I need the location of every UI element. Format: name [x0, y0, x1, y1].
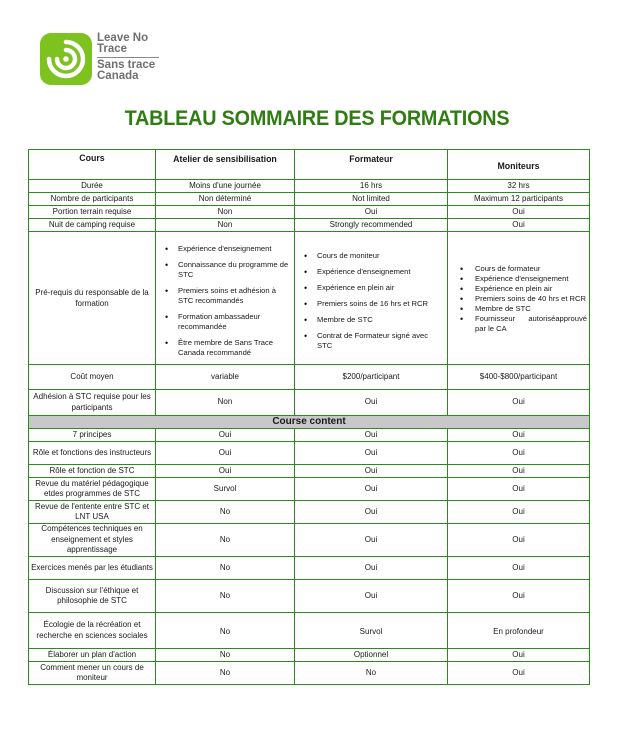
row-label: Revue du matériel pédagogique etdes programmes de STC: [29, 478, 156, 501]
row-label: Pré-requis du responsable de la formation: [29, 232, 156, 365]
cell-moniteurs: Oui: [448, 662, 590, 685]
row-label: Discussion sur l'éthique et philosophie de STC: [29, 580, 156, 613]
list-item: • Premiers soins et adhésion à STC recommandés: [158, 286, 292, 306]
cell-moniteurs: Oui: [448, 429, 590, 442]
row-label: Adhésion à STC requise pour les participants: [29, 390, 156, 416]
cell-atelier: Non: [156, 206, 295, 219]
table-row: [29, 613, 590, 649]
cell-moniteurs: $400-$800/participant: [448, 365, 590, 390]
cell-formateur: Oui: [295, 478, 448, 501]
membership-row: [29, 390, 590, 416]
row-label: Nombre de participants: [29, 193, 156, 206]
table-row: [29, 580, 590, 613]
row-label: Comment mener un cours de moniteur: [29, 662, 156, 685]
cell-atelier: Non déterminé: [156, 193, 295, 206]
logo-wordmark: [97, 33, 159, 82]
cell-atelier: Moins d'une journée: [156, 180, 295, 193]
cell-formateur: Optionnel: [295, 649, 448, 662]
cell-moniteurs: Oui: [448, 524, 590, 557]
cell-atelier: variable: [156, 365, 295, 390]
cell-formateur: $200/participant: [295, 365, 448, 390]
row-label: Durée: [29, 180, 156, 193]
leave-no-trace-logo: [40, 33, 92, 85]
section-header-row: [29, 416, 590, 429]
cell-moniteurs: Oui: [448, 219, 590, 232]
cell-moniteurs: 32 hrs: [448, 180, 590, 193]
list-item: • Membre de STC: [450, 304, 587, 314]
list-item: • Membre de STC: [297, 315, 445, 325]
list-item: • Expérience en plein air: [297, 283, 445, 293]
section-title: Course content: [29, 416, 590, 429]
list-item: • Être membre de Sans Trace Canada recommandé: [158, 338, 292, 358]
cell-formateur: [295, 232, 448, 365]
cell-atelier: No: [156, 662, 295, 685]
cell-moniteurs: Oui: [448, 580, 590, 613]
moniteurs-prereq-list: [450, 264, 587, 334]
list-item: • Expérience d'enseignement: [297, 267, 445, 277]
table-row: [29, 557, 590, 580]
cell-moniteurs: Oui: [448, 478, 590, 501]
cell-atelier: Oui: [156, 442, 295, 465]
cell-formateur: Survol: [295, 613, 448, 649]
cell-atelier: No: [156, 557, 295, 580]
table-row: [29, 206, 590, 219]
cell-formateur: Strongly recommended: [295, 219, 448, 232]
row-label: Rôle et fonctions des instructeurs: [29, 442, 156, 465]
row-label: Portion terrain requise: [29, 206, 156, 219]
list-item: • Expérience d'enseignement: [450, 274, 587, 284]
cell-moniteurs: Oui: [448, 465, 590, 478]
cell-formateur: Oui: [295, 580, 448, 613]
cell-moniteurs: Oui: [448, 390, 590, 416]
list-item: • Premiers soins de 40 hrs et RCR: [450, 294, 587, 304]
row-label: Rôle et fonction de STC: [29, 465, 156, 478]
cell-formateur: Oui: [295, 524, 448, 557]
row-label: Élaborer un plan d'action: [29, 649, 156, 662]
list-item: • Formation ambassadeur recommandée: [158, 312, 292, 332]
column-header: Cours: [29, 150, 156, 180]
table-row: [29, 524, 590, 557]
table-row: [29, 442, 590, 465]
column-header: Atelier de sensibilisation: [156, 150, 295, 180]
list-item: • Expérience d'enseignement: [158, 244, 292, 254]
list-item: • Fournisseur autoriséapprouvé par le CA: [450, 314, 587, 334]
cell-atelier: Oui: [156, 465, 295, 478]
cell-atelier: Non: [156, 390, 295, 416]
list-item: • Expérience en plein air: [450, 284, 587, 294]
cell-moniteurs: [448, 232, 590, 365]
table-header-row: [29, 150, 590, 180]
logo-text-line4: Canada: [97, 70, 139, 82]
prerequisites-row: [29, 232, 590, 365]
row-label: Écologie de la récréation et recherche en sciences sociales: [29, 613, 156, 649]
cell-formateur: Oui: [295, 206, 448, 219]
cell-formateur: No: [295, 662, 448, 685]
cell-moniteurs: Maximum 12 participants: [448, 193, 590, 206]
row-label: Compétences techniques en enseignement et styles apprentissage: [29, 524, 156, 557]
cell-atelier: Oui: [156, 429, 295, 442]
row-label: Exercices menés par les étudiants: [29, 557, 156, 580]
atelier-prereq-list: [158, 244, 292, 358]
table-row: [29, 429, 590, 442]
table-row: [29, 649, 590, 662]
cell-atelier: No: [156, 524, 295, 557]
cell-atelier: No: [156, 613, 295, 649]
cell-formateur: Oui: [295, 442, 448, 465]
row-label: Coût moyen: [29, 365, 156, 390]
cell-moniteurs: En profondeur: [448, 613, 590, 649]
cell-formateur: Oui: [295, 557, 448, 580]
cell-moniteurs: Oui: [448, 206, 590, 219]
column-header: Moniteurs: [448, 150, 590, 180]
logo-text-line2: Trace: [97, 43, 128, 55]
cell-formateur: Oui: [295, 390, 448, 416]
page-title: TABLEAU SOMMAIRE DES FORMATIONS: [124, 106, 510, 130]
cell-atelier: Survol: [156, 478, 295, 501]
list-item: • Cours de formateur: [450, 264, 587, 274]
cell-formateur: Oui: [295, 501, 448, 524]
cell-atelier: Non: [156, 219, 295, 232]
row-label: Revue de l'entente entre STC et LNT USA: [29, 501, 156, 524]
cost-row: [29, 365, 590, 390]
formateur-prereq-list: [297, 251, 445, 351]
logo-text-line3: Sans trace: [97, 59, 156, 71]
training-summary-table: [28, 149, 590, 685]
logo-text-line1: Leave No: [97, 32, 149, 44]
cell-formateur: 16 hrs: [295, 180, 448, 193]
cell-moniteurs: Oui: [448, 501, 590, 524]
table-row: [29, 219, 590, 232]
cell-atelier: [156, 232, 295, 365]
cell-formateur: Oui: [295, 429, 448, 442]
table-row: [29, 193, 590, 206]
row-label: Nuit de camping requise: [29, 219, 156, 232]
row-label: 7 principes: [29, 429, 156, 442]
table-row: [29, 465, 590, 478]
column-header: Formateur: [295, 150, 448, 180]
cell-moniteurs: Oui: [448, 442, 590, 465]
cell-moniteurs: Oui: [448, 649, 590, 662]
table-row: [29, 180, 590, 193]
list-item: • Contrat de Formateur signé avec STC: [297, 331, 445, 351]
table-row: [29, 662, 590, 685]
table-row: [29, 501, 590, 524]
list-item: • Cours de moniteur: [297, 251, 445, 261]
list-item: • Premiers soins de 16 hrs et RCR: [297, 299, 445, 309]
cell-moniteurs: Oui: [448, 557, 590, 580]
cell-formateur: Oui: [295, 465, 448, 478]
logo-divider: [97, 57, 159, 58]
cell-atelier: No: [156, 501, 295, 524]
table-row: [29, 478, 590, 501]
list-item: • Connaissance du programme de STC: [158, 260, 292, 280]
cell-formateur: Not limited: [295, 193, 448, 206]
cell-atelier: No: [156, 580, 295, 613]
cell-atelier: No: [156, 649, 295, 662]
